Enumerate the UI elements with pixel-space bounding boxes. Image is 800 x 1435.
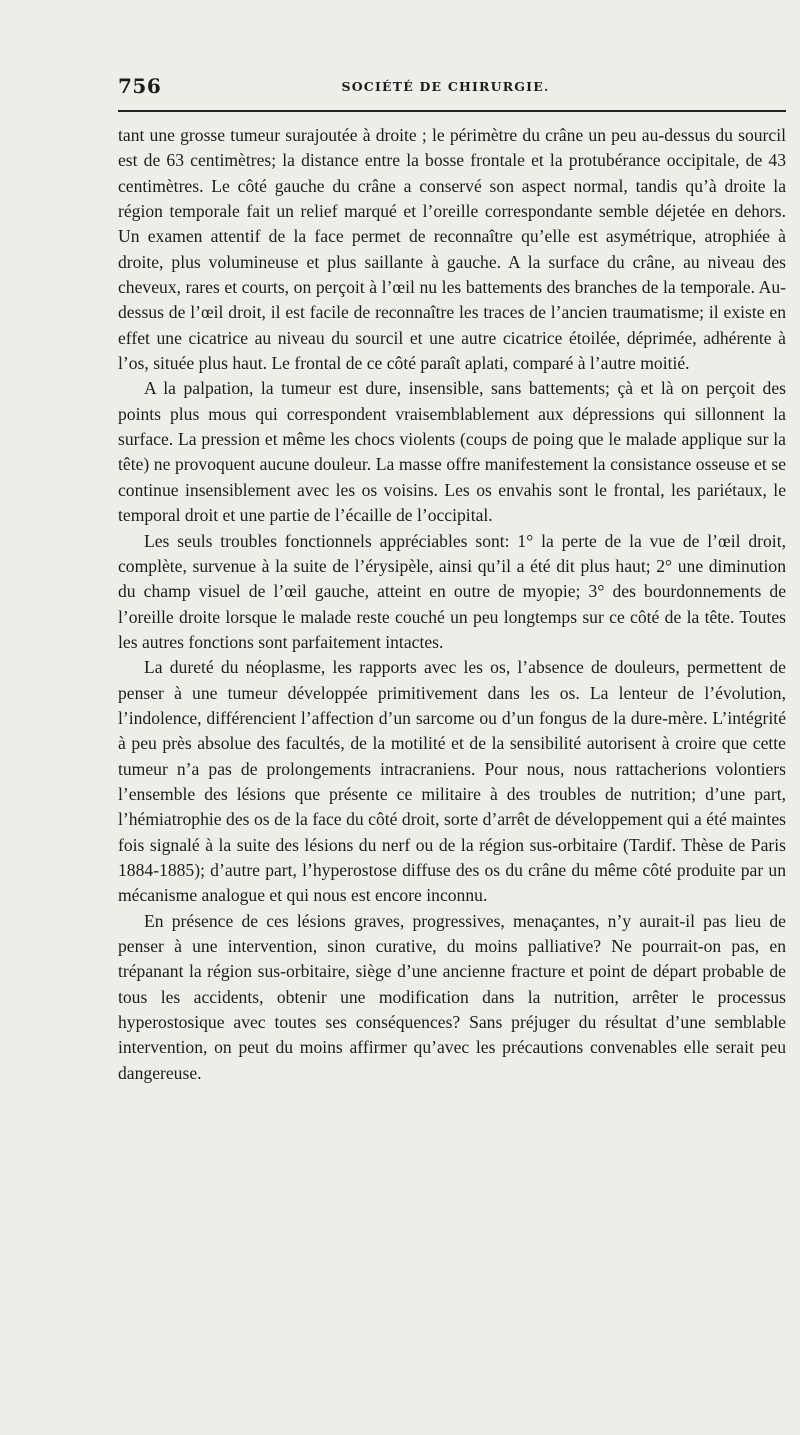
paragraph-5: En présence de ces lésions graves, progressives, menaçantes, n’y aurait-il pas lieu de penser à une intervention, sinon curative, du moins palliative? Ne pourrait-on pas, en trépanant la région sus-orbitaire, siège d’une ancienne fracture et point de départ probable de tous les accidents, obtenir une modification dans la nutrition, arrêter le processus hyperostosique avec toutes ses conséquences? Sans préjuger du résultat d’une semblable intervention, on peut du moins affirmer qu’avec les précautions convenables elle serait peu dangereuse. <box>118 910 786 1083</box>
running-head: SOCIÉTÉ DE CHIRURGIE. <box>341 79 550 94</box>
page-header <box>118 72 773 104</box>
page-number: 756 <box>118 74 162 98</box>
paragraph-2: A la palpation, la tumeur est dure, insensible, sans battements; çà et là on perçoit des points plus mous qui correspondent vraisemblablement aux dépressions qui sillonnent la surface. La pression et même les chocs violents (coups de poing que le malade applique sur la tête) ne provoquent aucune douleur. La masse offre manifestement la consistance osseuse et se continue insensiblement avec les os voisins. Les os envahis sont le frontal, les pariétaux, le temporal droit et une partie de l’écaille de l’occipital. <box>118 378 786 526</box>
paragraph-4: La dureté du néoplasme, les rapports avec les os, l’absence de douleurs, permettent de penser à une tumeur développée primitivement dans les os. La lenteur de l’évolution, l’indolence, différencient l’affection d’un sarcome ou d’un fongus de la dure-mère. L’intégrité à peu près absolue des facultés, de la motilité et de la sensibilité autorisent à croire que cette tumeur n’a pas de prolongements intracraniens. Pour nous, nous rattacherions volontiers l’ensemble des lésions que présente ce militaire à des troubles de nutrition; d’une part, l’hémiatrophie des os de la face du côté droit, sorte d’arrêt de développement qui a été maintes fois signalé à la suite des lésions du nerf ou de la région sus-orbitaire (Tardif. Thèse de Paris 1884-1885); d’autre part, l’hyperostose diffuse des os du crâne du même côté produite par un mécanisme analogue et qui nous est encore inconnu. <box>118 657 786 906</box>
paragraph-3: Les seuls troubles fonctionnels appréciables sont: 1° la perte de la vue de l’œil droit, complète, survenue à la suite de l’érysipèle, ainsi qu’il a été dit plus haut; 2° une diminution du champ visuel de l’œil gauche, atteint en outre de myopie; 3° des bourdonnements de l’oreille droite lorsque le malade reste couché un peu longtemps sur ce côté de la tête. Toutes les autres fonctions sont parfaitement intactes. <box>118 530 786 652</box>
paragraph-1: tant une grosse tumeur surajoutée à droite ; le périmètre du crâne un peu au-dessus du sourcil est de 63 centimètres; la distance entre la bosse frontale et la protubérance occipitale, de 43 centimètres. Le côté gauche du crâne a conservé son aspect normal, tandis qu’à droite la région temporale fait un relief marqué et l’oreille correspondante semble déjetée en dehors. Un examen attentif de la face permet de reconnaître qu’elle est asymétrique, atrophiée à droite, plus volumineuse et plus saillante à gauche. A la surface du crâne, au niveau des cheveux, rares et courts, on perçoit à l’œil nu les battements des branches de la temporale. Au-dessus de l’œil droit, il est facile de reconnaître les traces de l’ancien traumatisme; il existe en effet une cicatrice au niveau du sourcil et une autre cicatrice étoilée, déprimée, adhérente à l’os, située plus haut. Le frontal de ce côté paraît aplati, comparé à l’autre moitié. <box>118 125 786 374</box>
body-text <box>118 123 786 1086</box>
header-rule <box>118 110 786 112</box>
